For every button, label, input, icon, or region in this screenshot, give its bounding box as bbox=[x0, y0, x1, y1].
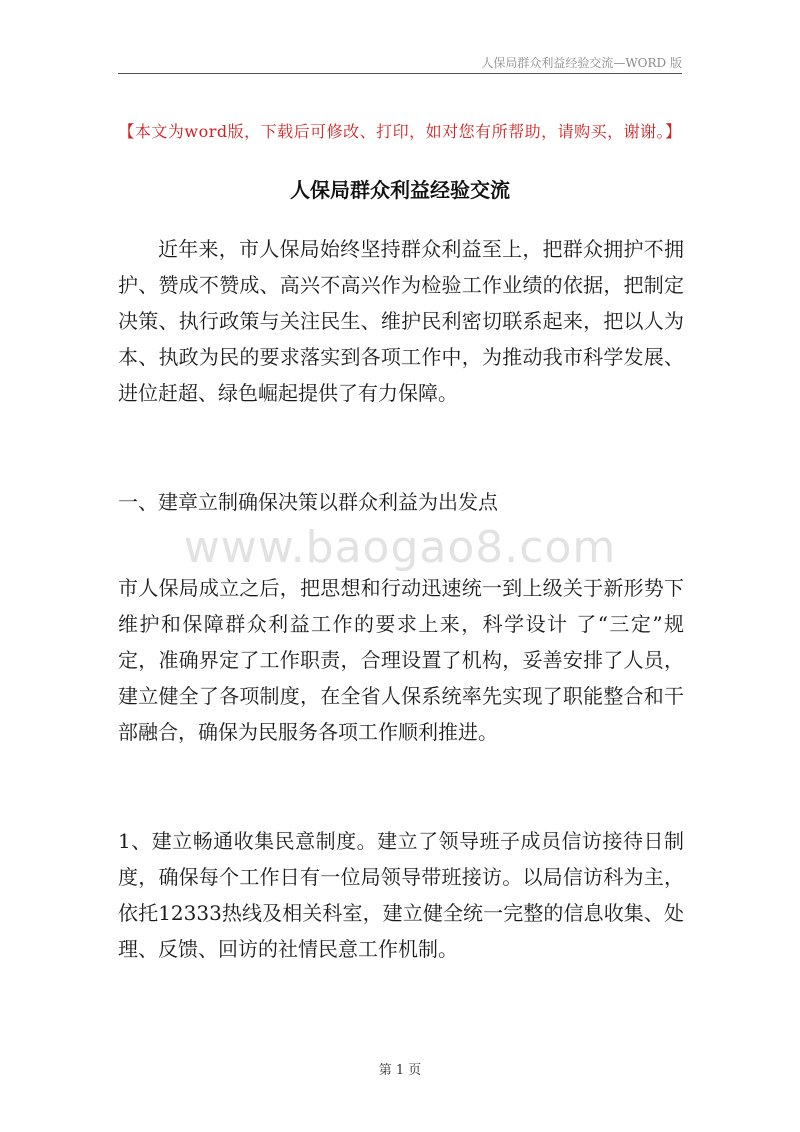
running-header: 人保局群众利益经验交流—WORD 版 bbox=[481, 56, 682, 70]
watermark: www.baogao8.com bbox=[183, 522, 617, 573]
body-paragraph-1: 市人保局成立之后，把思想和行动迅速统一到上级关于新形势下维护和保障群众利益工作的要求上来，科学设计 了“三定”规定，准确界定了工作职责，合理设置了机构，妥善安排了人员，建立健全了各项制度，在全省人保系统率先实现了职能整合和干部融合，确保为民服务各项工作顺利推进。 bbox=[118, 576, 684, 744]
intro-paragraph: 近年来，市人保局始终坚持群众利益至上，把群众拥护不拥护、赞成不赞成、高兴不高兴作为检验工作业绩的依据，把制定决策、执行政策与关注民生、维护民利密切联系起来，把以人为本、执政为民的要求落实到各项工作中，为推动我市科学发展、进位赶超、绿色崛起提供了有力保障。 bbox=[118, 237, 684, 405]
header-divider bbox=[118, 73, 682, 74]
document-title: 人保局群众利益经验交流 bbox=[290, 178, 510, 202]
page-number: 第 1 页 bbox=[378, 1063, 422, 1078]
purchase-notice: 【本文为word版，下载后可修改、打印，如对您有所帮助，请购买，谢谢。】 bbox=[118, 122, 682, 141]
body-paragraph-2: 1、建立畅通收集民意制度。建立了领导班子成员信访接待日制度，确保每个工作日有一位局领导带班接访。以局信访科为主，依托12333热线及相关科室，建立健全统一完整的信息收集、处理、反馈、回访的社情民意工作机制。 bbox=[118, 829, 684, 961]
section-heading: 一、建章立制确保决策以群众利益为出发点 bbox=[118, 490, 498, 514]
